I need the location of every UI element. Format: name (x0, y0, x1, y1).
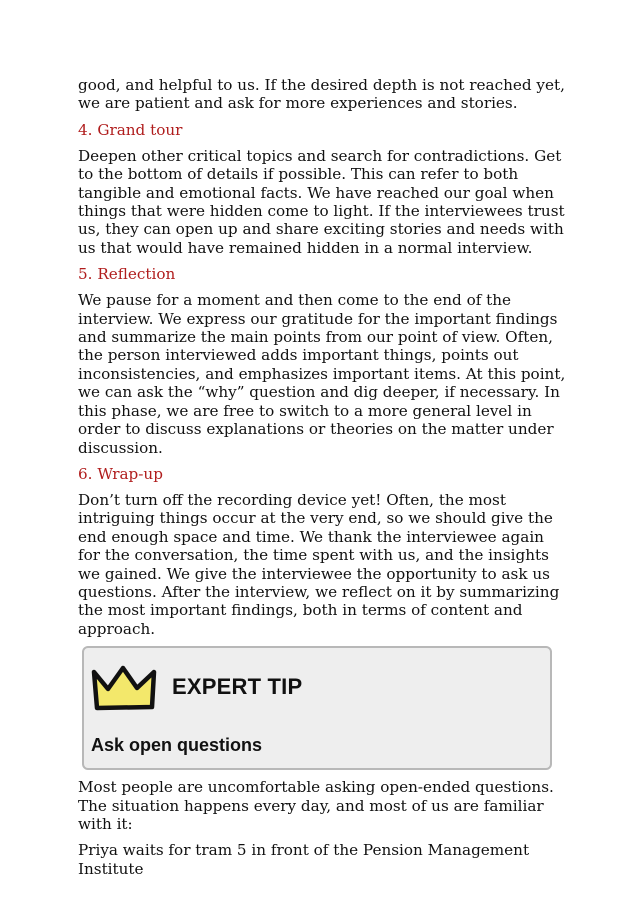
section-text-wrap-up: Don’t turn off the recording device yet! Often, the most intriguing things occur at the very end, so we should give the end enough space and time. We thank the interviewee again for the conversation, the time spent with us, and the insights we gained. We give the interviewee the opportunity to ask us questions. After the interview, we reflect on it by summarizing the most important findings, both in terms of content and approach. (78, 490, 560, 638)
section-heading-grand-tour: 4. Grand tour (78, 120, 183, 139)
section-heading-wrap-up: 6. Wrap-up (78, 464, 163, 483)
section-heading-reflection: 5. Reflection (78, 265, 176, 284)
section-text-reflection: We pause for a moment and then come to the end of the interview. We express our gratitude for the important findings and summarize the main points from our point of view. Often, the person interviewed adds important things, points out inconsistencies, and emphasizes important items. At this point, we can ask the “why” question and dig deeper, if necessary. In this phase, we are free to switch to a more general level in order to discuss explanations or theories on the matter under discussion. (78, 291, 566, 457)
crown-icon (90, 663, 160, 713)
section-text-grand-tour: Deepen other critical topics and search for contradictions. Get to the bottom of details if possible. This can refer to both tangible and emotional facts. We have reached our goal when things that were hidden come to light. If the interviewees trust us, they can open up and share exciting stories and needs with us that would have remained hidden in a normal interview. (78, 146, 565, 257)
expert-tip-subheading: Ask open questions (91, 735, 263, 756)
intro-paragraph: good, and helpful to us. If the desired depth is not reached yet, we are patient and ask for more experiences and stories. (78, 76, 565, 113)
document-page (78, 76, 568, 886)
trailing-paragraph: Priya waits for tram 5 in front of the Pension Management Institute (78, 841, 530, 878)
expert-tip-box (82, 646, 552, 770)
expert-tip-heading: EXPERT TIP (172, 674, 303, 700)
after-tip-paragraph: Most people are uncomfortable asking open-ended questions. The situation happens every day, and most of us are familiar with it: (78, 778, 554, 833)
